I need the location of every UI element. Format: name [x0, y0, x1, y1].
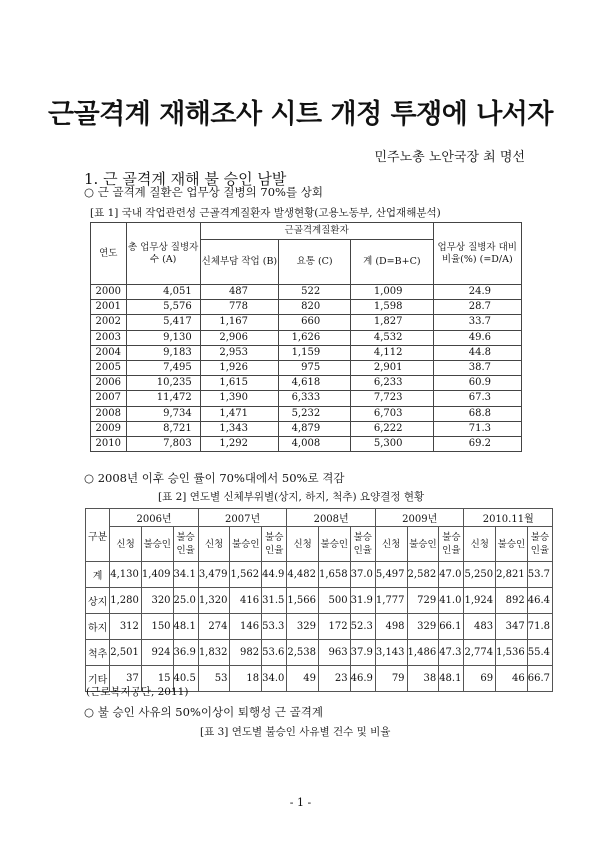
table-cell: 6,703	[351, 406, 433, 421]
table-cell: 1,292	[200, 436, 278, 451]
table-cell: 2,501	[110, 640, 142, 666]
table-row	[91, 406, 522, 421]
table-cell: 1,827	[351, 315, 433, 330]
t2-row-label: 하지	[86, 614, 110, 640]
table-cell: 48.1	[439, 666, 464, 692]
table2-caption: [표 2] 연도별 신체부위별(상지, 하지, 척추) 요양결정 현황	[158, 491, 425, 503]
table-row	[91, 391, 522, 406]
table-cell: 31.5	[262, 588, 287, 614]
t2-sub-header: 불승인율	[527, 527, 552, 562]
t2-sub-header: 신청	[198, 527, 230, 562]
table-row	[86, 588, 553, 614]
table-cell: 320	[141, 588, 173, 614]
table-musculoskeletal-status	[90, 222, 522, 452]
table-cell: 892	[496, 588, 528, 614]
table-cell: 46.9	[350, 666, 375, 692]
table-cell: 4,879	[279, 421, 351, 436]
table-row	[91, 345, 522, 360]
table-cell: 1,924	[464, 588, 496, 614]
table-row	[86, 562, 553, 588]
table-cell: 2000	[91, 285, 127, 300]
table-cell: 46.4	[527, 588, 552, 614]
table-cell: 1,598	[351, 300, 433, 315]
section-heading-1: 1. 근 골격계 재해 불 승인 남발	[84, 170, 287, 188]
table-cell: 8,721	[126, 421, 200, 436]
table-cell: 60.9	[433, 376, 521, 391]
table-cell: 500	[319, 588, 351, 614]
table-row	[86, 640, 553, 666]
table-row	[91, 330, 522, 345]
table-cell: 2,953	[200, 345, 278, 360]
table-cell: 48.1	[173, 614, 198, 640]
table-cell: 924	[141, 640, 173, 666]
table-cell: 71.8	[527, 614, 552, 640]
table-row	[91, 360, 522, 375]
table-row	[91, 300, 522, 315]
table-cell: 4,618	[279, 376, 351, 391]
table-cell: 1,471	[200, 406, 278, 421]
table-cell: 15	[141, 666, 173, 692]
table-cell: 79	[375, 666, 407, 692]
table-cell: 1,832	[198, 640, 230, 666]
table-cell: 69.2	[433, 436, 521, 451]
table-cell: 2002	[91, 315, 127, 330]
table-cell: 4,130	[110, 562, 142, 588]
table-cell: 33.7	[433, 315, 521, 330]
table-cell: 34.1	[173, 562, 198, 588]
table-cell: 66.7	[527, 666, 552, 692]
table-cell: 1,159	[279, 345, 351, 360]
table-cell: 146	[230, 614, 262, 640]
table-cell: 982	[230, 640, 262, 666]
table-cell: 9,183	[126, 345, 200, 360]
table-cell: 329	[287, 614, 319, 640]
page-number: - 1 -	[289, 796, 312, 809]
t2-corner: 구분	[86, 509, 110, 562]
t2-sub-header: 신청	[110, 527, 142, 562]
table-cell: 34.0	[262, 666, 287, 692]
table-cell: 498	[375, 614, 407, 640]
table-cell: 37.9	[350, 640, 375, 666]
table-cell: 1,615	[200, 376, 278, 391]
t1-header-group: 근골격계질환자	[200, 223, 433, 240]
table-cell: 2004	[91, 345, 127, 360]
table-cell: 47.3	[439, 640, 464, 666]
table-cell: 312	[110, 614, 142, 640]
t2-sub-header: 불승인율	[173, 527, 198, 562]
t2-row-label: 상지	[86, 588, 110, 614]
table-cell: 53.7	[527, 562, 552, 588]
table-cell: 38	[407, 666, 439, 692]
table-cell: 11,472	[126, 391, 200, 406]
table-cell: 53.3	[262, 614, 287, 640]
table-cell: 2001	[91, 300, 127, 315]
t1-header-physical: 신체부담 작업 (B)	[200, 240, 278, 285]
table-cell: 2008	[91, 406, 127, 421]
table-cell: 172	[319, 614, 351, 640]
t1-header-ratio: 업무상 질병자 대비 비율(%) (=D/A)	[433, 223, 521, 285]
t2-year-header: 2009년	[375, 509, 464, 527]
bullet-3: ○ 불 승인 사유의 50%이상이 퇴행성 근 골격계	[84, 705, 323, 719]
table-cell: 1,343	[200, 421, 278, 436]
t1-header-backpain: 요통 (C)	[279, 240, 351, 285]
table-cell: 55.4	[527, 640, 552, 666]
table-cell: 44.8	[433, 345, 521, 360]
table-cell: 47.0	[439, 562, 464, 588]
table-cell: 487	[200, 285, 278, 300]
t2-sub-header: 신청	[464, 527, 496, 562]
table-cell: 2007	[91, 391, 127, 406]
t2-sub-header: 불승인	[496, 527, 528, 562]
t1-header-year: 연도	[91, 223, 127, 285]
table-cell: 274	[198, 614, 230, 640]
table-row	[91, 421, 522, 436]
bullet-1: ○ 근 골격계 질환은 업무상 질병의 70%를 상회	[84, 185, 323, 199]
table-cell: 4,532	[351, 330, 433, 345]
table-cell: 2009	[91, 421, 127, 436]
table-cell: 5,232	[279, 406, 351, 421]
table-cell: 5,300	[351, 436, 433, 451]
table-cell: 10,235	[126, 376, 200, 391]
table3-caption: [표 3] 연도별 불승인 사유별 건수 및 비율	[200, 726, 391, 738]
table-cell: 820	[279, 300, 351, 315]
table-cell: 660	[279, 315, 351, 330]
table-cell: 37.0	[350, 562, 375, 588]
author-line: 민주노총 노안국장 최 명선	[374, 150, 525, 165]
table-cell: 2006	[91, 376, 127, 391]
table-cell: 5,497	[375, 562, 407, 588]
table-cell: 24.9	[433, 285, 521, 300]
t2-sub-header: 불승인	[407, 527, 439, 562]
table-cell: 7,495	[126, 360, 200, 375]
table-cell: 36.9	[173, 640, 198, 666]
table-cell: 1,562	[230, 562, 262, 588]
table-cell: 2010	[91, 436, 127, 451]
table-cell: 2005	[91, 360, 127, 375]
t2-sub-header: 불승인	[141, 527, 173, 562]
table-cell: 1,658	[319, 562, 351, 588]
table-cell: 2,906	[200, 330, 278, 345]
table-cell: 3,143	[375, 640, 407, 666]
table-cell: 7,803	[126, 436, 200, 451]
table-cell: 4,112	[351, 345, 433, 360]
table-cell: 9,130	[126, 330, 200, 345]
table-cell: 71.3	[433, 421, 521, 436]
table-cell: 41.0	[439, 588, 464, 614]
table-cell: 37	[110, 666, 142, 692]
t1-header-total: 총 업무상 질병자수 (A)	[126, 223, 200, 285]
t2-sub-header: 신청	[375, 527, 407, 562]
table-cell: 68.8	[433, 406, 521, 421]
t2-sub-header: 불승인	[230, 527, 262, 562]
t2-year-header: 2006년	[110, 509, 199, 527]
table-cell: 6,233	[351, 376, 433, 391]
source-note: (근로복지공단, 2011)	[86, 686, 189, 698]
table-row	[91, 376, 522, 391]
table-row	[91, 285, 522, 300]
table-cell: 66.1	[439, 614, 464, 640]
table-cell: 52.3	[350, 614, 375, 640]
table-cell: 4,008	[279, 436, 351, 451]
table-cell: 416	[230, 588, 262, 614]
table-cell: 5,576	[126, 300, 200, 315]
table-cell: 2,582	[407, 562, 439, 588]
document-title: 근골격계 재해조사 시트 개정 투쟁에 나서자	[48, 99, 553, 130]
table-cell: 778	[200, 300, 278, 315]
t2-sub-header: 불승인	[319, 527, 351, 562]
table-cell: 347	[496, 614, 528, 640]
table-cell: 5,417	[126, 315, 200, 330]
table-cell: 18	[230, 666, 262, 692]
t2-row-label: 기타	[86, 666, 110, 692]
table-cell: 1,009	[351, 285, 433, 300]
table-cell: 1,390	[200, 391, 278, 406]
table-cell: 9,734	[126, 406, 200, 421]
table-cell: 1,626	[279, 330, 351, 345]
table-cell: 975	[279, 360, 351, 375]
table-cell: 49.6	[433, 330, 521, 345]
table-cell: 522	[279, 285, 351, 300]
table-cell: 28.7	[433, 300, 521, 315]
table-cell: 1,320	[198, 588, 230, 614]
t2-year-header: 2007년	[198, 509, 287, 527]
table-cell: 67.3	[433, 391, 521, 406]
table-cell: 23	[319, 666, 351, 692]
table-cell: 1,536	[496, 640, 528, 666]
t2-sub-header: 불승인율	[262, 527, 287, 562]
table-cell: 53	[198, 666, 230, 692]
t2-row-label: 척추	[86, 640, 110, 666]
t2-sub-header: 불승인율	[439, 527, 464, 562]
table-body-part-decisions	[85, 508, 553, 692]
table-cell: 53.6	[262, 640, 287, 666]
table-cell: 1,409	[141, 562, 173, 588]
t1-header-sum: 계 (D=B+C)	[351, 240, 433, 285]
table-cell: 7,723	[351, 391, 433, 406]
table-cell: 6,333	[279, 391, 351, 406]
table-cell: 4,051	[126, 285, 200, 300]
table-cell: 31.9	[350, 588, 375, 614]
t2-row-label: 계	[86, 562, 110, 588]
table-cell: 44.9	[262, 562, 287, 588]
table-cell: 150	[141, 614, 173, 640]
table-cell: 49	[287, 666, 319, 692]
bullet-2: ○ 2008년 이후 승인 률이 70%대에서 50%로 격감	[84, 471, 345, 485]
table-cell: 1,486	[407, 640, 439, 666]
table-cell: 2,901	[351, 360, 433, 375]
table-cell: 2003	[91, 330, 127, 345]
table-cell: 4,482	[287, 562, 319, 588]
table-cell: 1,777	[375, 588, 407, 614]
table-cell: 329	[407, 614, 439, 640]
table-cell: 1,926	[200, 360, 278, 375]
table-cell: 40.5	[173, 666, 198, 692]
t2-year-header: 2008년	[287, 509, 376, 527]
table-row	[91, 315, 522, 330]
table-cell: 963	[319, 640, 351, 666]
table1-caption: [표 1] 국내 작업관련성 근골격계질환자 발생현황(고용노동부, 산업재해분석)	[90, 207, 441, 219]
table-cell: 2,538	[287, 640, 319, 666]
table-cell: 483	[464, 614, 496, 640]
table-cell: 1,280	[110, 588, 142, 614]
table-row	[86, 614, 553, 640]
table-cell: 69	[464, 666, 496, 692]
table-cell: 38.7	[433, 360, 521, 375]
t2-year-header: 2010.11월	[464, 509, 553, 527]
table-cell: 6,222	[351, 421, 433, 436]
table-cell: 2,774	[464, 640, 496, 666]
t2-sub-header: 신청	[287, 527, 319, 562]
table-cell: 25.0	[173, 588, 198, 614]
table-cell: 46	[496, 666, 528, 692]
table-cell: 2,821	[496, 562, 528, 588]
table-cell: 3,479	[198, 562, 230, 588]
table-cell: 1,566	[287, 588, 319, 614]
t2-sub-header: 불승인율	[350, 527, 375, 562]
table-cell: 1,167	[200, 315, 278, 330]
table-row	[91, 436, 522, 451]
table-cell: 729	[407, 588, 439, 614]
table-cell: 5,250	[464, 562, 496, 588]
